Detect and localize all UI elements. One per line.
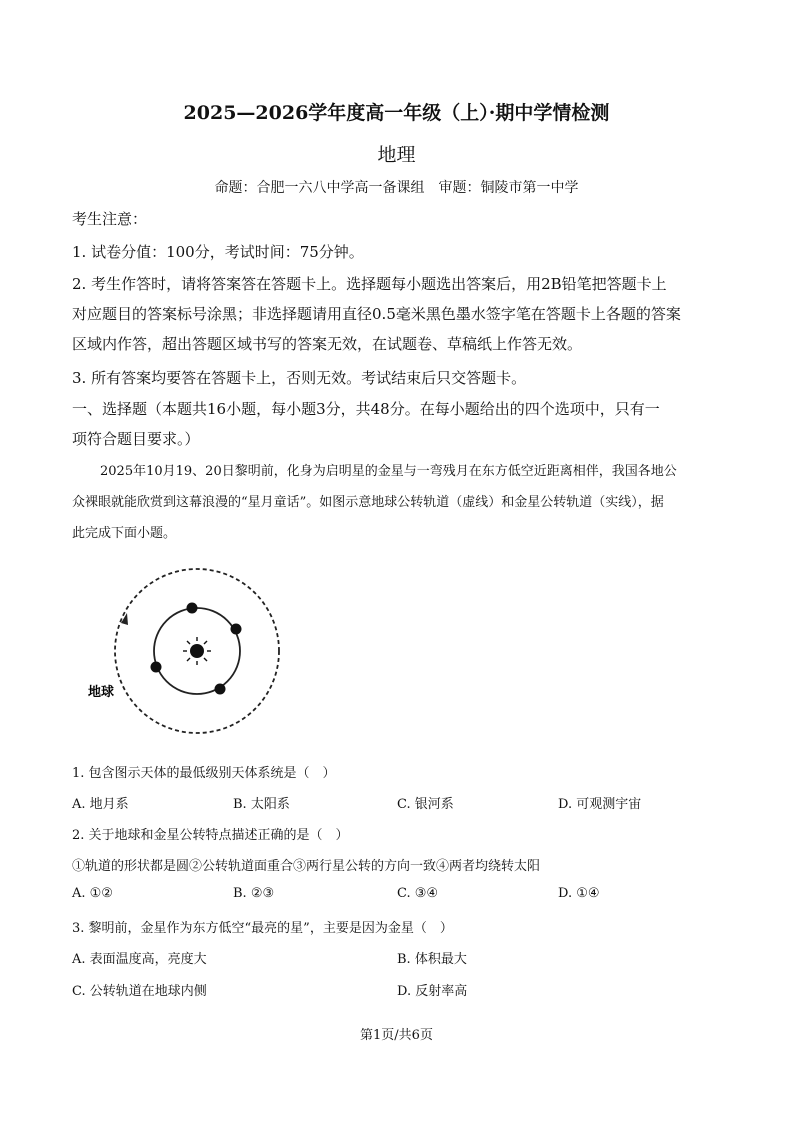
notice-item-2: 2. 考生作答时，请将答案答在答题卡上。选择题每小题选出答案后，用2B铅笔把答题卡上 xyxy=(72,275,667,293)
question-2-option-a: A. ①② xyxy=(72,886,113,901)
venus-position-1 xyxy=(187,603,198,614)
question-1-option-b: B. 太阳系 xyxy=(233,797,290,812)
notice-item-2-cont2: 区域内作答，超出答题区域书写的答案无效，在试题卷、草稿纸上作答无效。 xyxy=(72,335,583,353)
question-2-option-c: C. ③④ xyxy=(397,886,439,901)
venus-position-2 xyxy=(231,624,242,635)
exam-title: 2025—2026学年度高一年级（上）·期中学情检测 xyxy=(183,102,610,124)
question-1-option-d: D. 可观测宇宙 xyxy=(558,797,642,812)
earth-label: 地球 xyxy=(88,685,115,700)
question-2-stem: 2. 关于地球和金星公转特点描述正确的是（ ） xyxy=(72,828,349,843)
orbit-diagram xyxy=(80,563,295,753)
page-number: 第1页/共6页 xyxy=(360,1028,433,1043)
sun-icon xyxy=(183,637,211,665)
passage-line-1: 2025年10月19、20日黎明前，化身为启明星的金星与一弯残月在东方低空近距离相伴，我国各地公 xyxy=(100,464,677,479)
venus-position-4 xyxy=(215,684,226,695)
notice-heading: 考生注意： xyxy=(72,210,148,228)
question-3-option-b: B. 体积最大 xyxy=(397,952,467,967)
question-1-option-c: C. 银河系 xyxy=(397,797,454,812)
notice-item-1: 1. 试卷分值：100分，考试时间：75分钟。 xyxy=(72,243,364,261)
question-3-option-d: D. 反射率高 xyxy=(397,984,468,999)
exam-authors: 命题：合肥一六八中学高一备课组 审题：铜陵市第一中学 xyxy=(214,180,579,196)
question-2-option-d: D. ①④ xyxy=(558,886,600,901)
passage-line-3: 此完成下面小题。 xyxy=(72,526,177,541)
passage-line-2: 众裸眼就能欣赏到这幕浪漫的“星月童话”。如图示意地球公转轨道（虚线）和金星公转轨道（实线），据 xyxy=(72,495,664,510)
question-2-option-b: B. ②③ xyxy=(233,886,275,901)
question-3-option-a: A. 表面温度高，亮度大 xyxy=(72,952,207,967)
venus-position-3 xyxy=(151,662,162,673)
question-2-statements: ①轨道的形状都是圆②公转轨道面重合③两行星公转的方向一致④两者均绕转太阳 xyxy=(72,859,541,874)
question-3-stem: 3. 黎明前，金星作为东方低空“最亮的星”，主要是因为金星（ ） xyxy=(72,921,453,936)
section-heading-cont: 项符合题目要求。） xyxy=(72,430,200,448)
question-1-stem: 1. 包含图示天体的最低级别天体系统是（ ） xyxy=(72,766,336,781)
question-1-option-a: A. 地月系 xyxy=(72,797,129,812)
section-heading: 一、选择题（本题共16小题，每小题3分，共48分。在每小题给出的四个选项中，只有一 xyxy=(72,400,660,418)
notice-item-2-cont: 对应题目的答案标号涂黑；非选择题请用直径0.5毫米黑色墨水签字笔在答题卡上各题的答案 xyxy=(72,305,681,323)
notice-item-3: 3. 所有答案均要答在答题卡上，否则无效。考试结束后只交答题卡。 xyxy=(72,369,527,387)
question-3-option-c: C. 公转轨道在地球内侧 xyxy=(72,984,207,999)
exam-subject: 地理 xyxy=(377,144,416,166)
